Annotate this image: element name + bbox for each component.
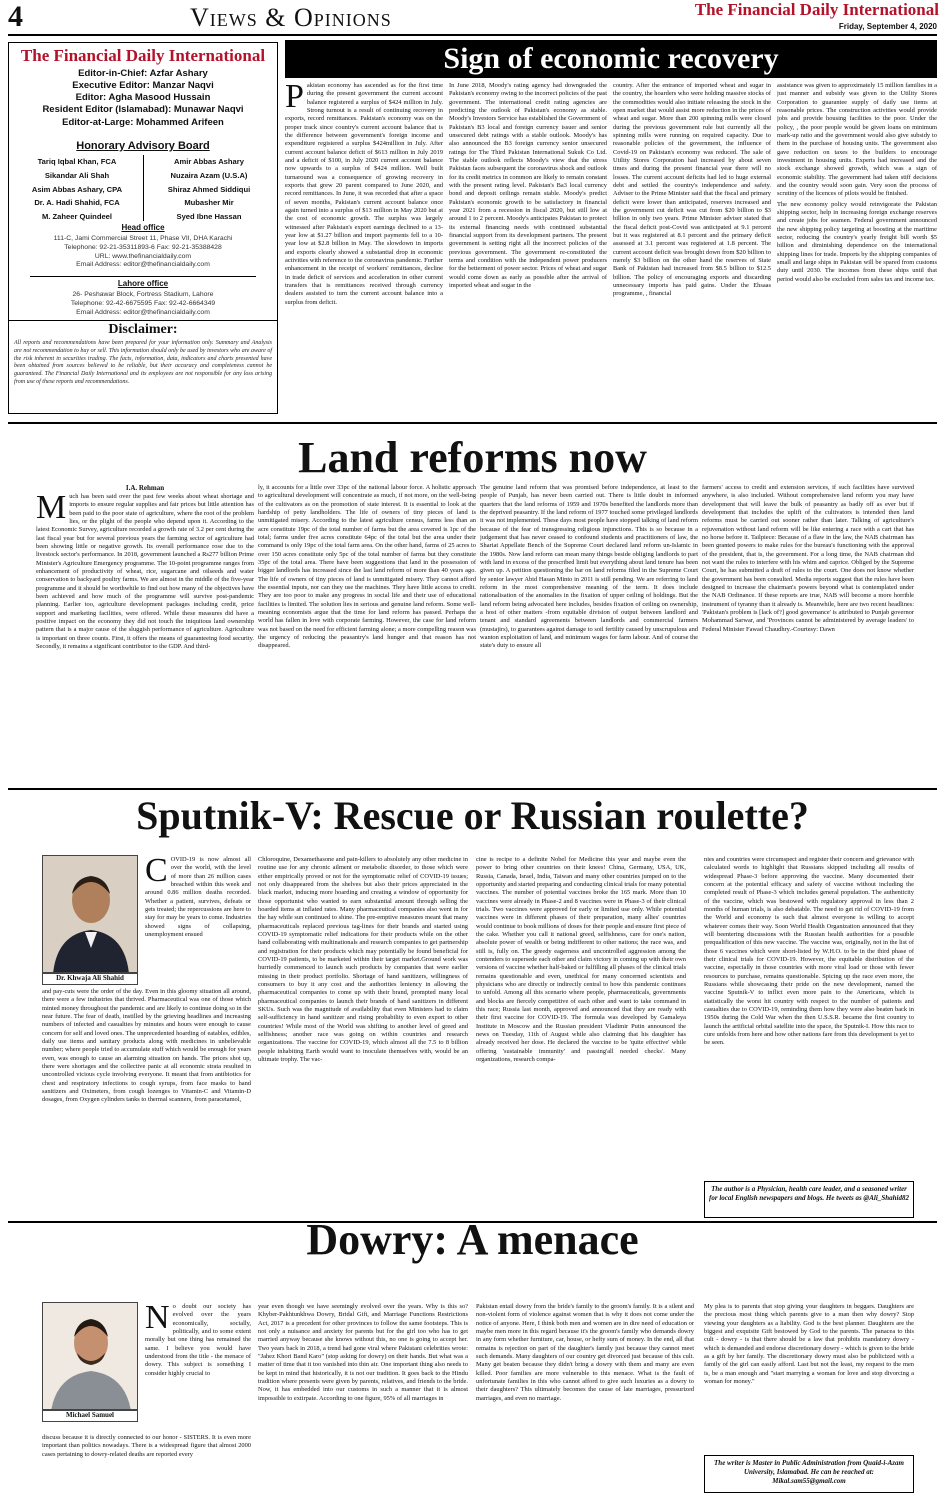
economic-column-3: country. After the entrance of imported wheat and sugar in the country, the hoarders who were holding massive stocks of the commodities would also initiate releasing the stock in the open market that would assist more reduction in the prices of wheat and sugar. More than 200 spinning mills were closed during the previous government rule but currently all the spinning mills were running on required capacity. Due to reasonable policies of the government, the influence of Covid-19 on Pakistan's economy was reduced. The sale of Utility Stores Corporation had increased by about seven times and during the present financial year there will no losses. The current account deficits had led to huge external debt and settled the country's independence and safety. Adviser to the Prime Minister said that the fiscal and primary deficit were lower than anticipated, reserves increased and the government cut deficit was cut from $20 billion to $3 billion in only two years. Prime Minister adviser stated that the fiscal deficit post-Covid was anticipated at 9.1 percent but it was registered at 8.1 percent and the primary deficit assessed at 3.1 percent was registered at 1.8 percent. The current account deficit was brought down from $20 billion to merely $3 billion on the other hand the reserves of State Bank of Pakistan had increased from $8.5 billion to $12.5 billion. The policy of encouraging exports and discarding unnecessary imports has paid gains. Under the Ehsaas programme, , financial: [613, 82, 771, 298]
disclaimer-divider: [8, 320, 278, 321]
drop-cap: P: [285, 82, 304, 115]
article-text: assistance was given to approximately 15 million families in a just manner and subsidy was given to the Utility Stores Corporation to guarantee supply of daily use items at reasonable prices. The construction activities would provide jobs and provide housing facilities to the poor. Under the policy, , the poor people would be given loans on minimum mark-up ratio and the government would also give subsidy to them in the purchase of housing units. The government also gave reduction on taxes to the builders to encourage investment in housing units. Experts had increased and the stock exchange showed growth, which was a sign of economic stability. The government had taken stiff decisions and the country would soon gain. Very soon the process of scrutiny of the licences of pilots would be finished.: [777, 82, 937, 198]
section-rule: [8, 422, 937, 424]
address-line: 26- Peshawar Block, Fortress Stadium, Lahore: [72, 291, 214, 298]
sputnik-column-3: cine is recipe to a definite Nobel for Medicine this year and maybe even the power to bring other countries on their knees! China, Germany, USA, UK, Russia, Canada, Israel, India, Taiwan and many other countries jumped on to the opportunity and started preparing and conducting clinical trials for many potential vaccines. The number of potential vaccines broke the 165 mark. More than 10 vaccines were already in Phase-2 and 8 vaccines were in Phase-3 of their clinical trials. Two vaccines were approved for early or limited use only. While potential vaccines were in different phases of their preparation, many allies' countries would continue to book millions of doses for their people and ensure first piece of the cake. Whether you call it national greed, selfishness, care for one's nation, absolute power of wealth or being indifferent to other nations; the race was, and still is, fully on. The greedy eagerness and uncontrolled aggression among the contenders to supersede each other and claim victory in coming up with their own versions of vaccine whether half-baked or fulfilling all phases of the clinical trials remains questionable and even, unethical for many concerned scientists and physicians who are directly or indirectly central to how this pandemic continues to unfold. Among all this scenario where people, pharmaceuticals, governments and blocks are fiercely competitive of each other and want to take command in this race; Russia last month, approved and announced that they are ready with their first vaccine for COVID-19. The formula was developed by Gamaleya Institute in Moscow and the Russian president Vladimir Putin announced the news on Tuesday, 11th of August while also claiming that his daughter has already received her dose. He declared the vaccine to be 'quite effective' while offering 'sustainable immunity' and passing'all needed checks'. Many organizations, research compa-: [476, 856, 686, 1063]
lahore-office-details: [12, 291, 274, 317]
article-text: uch has been said over the past few weeks about wheat shortage and imports to ensure regular supplies and fair prices but little attention has been paid to the poor state of agriculture, where the root of the problem lies, or the plight of the people who depend upon it. According to the latest Economic Survey, agriculture recorded a growth rate of 3.2 per cent during the last fiscal year but for several previous years the farming sector of agriculture had been showing little or negative growth. Its overall performance rose due to the livestock sector's performance. In 2018, government launched a Rs277 billion Prime Minister's Agriculture Emergency programme. The 10-point programme ranges from enhancement of productivity of wheat, rice, sugarcane and oilseeds and water conservation to backyard poultry farms. We are almost in the middle of the five-year programme and it should be worthwhile to find out how many of the objectives have been achieved and how much of the programme will survive post-pandemic planning. Earlier too, agriculture development packages including credit, price support and marketing facilities, were offered. While these measures did have a positive impact on the economy they did not touch the iniquitous land ownership pattern that is a major cause of the sluggish performance of agriculture. Agriculture is important on three counts. First, it offers the means of guaranteeing food security. Secondly, it remains a significant contributor to the GDP. And third-: [36, 493, 254, 650]
disclaimer-text: All reports and recommendations have been prepared for your information only. Summary and Analysis are not recommendation to buy or sell. This information should only be used by investors who are aware of the risk inherent in securities trading. The facts, information, data, indicators and charts presented have been obtained from sources believed to be reliable, but their accuracy and completeness cannot be guaranteed. The Financial Daily International and its employees are not responsible for any loss arising from use of these reports and recommendations.: [14, 340, 272, 385]
editorial-staff: [12, 68, 274, 129]
staff-line: Editor-at-Large: Mohammed Arifeen: [62, 116, 224, 128]
masthead-title: The Financial Daily International: [694, 0, 939, 19]
issue-date: Friday, September 4, 2020: [838, 22, 937, 31]
staff-line: Executive Editor: Manzar Naqvi: [72, 80, 214, 92]
sputnik-column-2: Chloroquine, Dexamethasone and pain-killers to absolutely any other medicine in routine use for any chronic ailment or metabolic disorder, to those which were either empirically proved or not for the symptomatic relief of COVID-19 issues; not only disappeared from the shelves but also their prices appreciated in the black market, inducing more hoarding and creating a window of opportunity for those opportunist who wanted to earn substantial amount through selling the hoarded items at inflated rates. Many pharmaceutical companies also went in for the hay while sun continued to shine. The pre-emptive measures meant that many pharmaceuticals replaced previous tag-lines for their brands and started using COVID-19 symptomatic relief indications for their products while on the other hand collaborating with multinationals and research companies to get partnership and registration for their products which may potentially be found beneficial for COVID-19 patients, to be marketed within their target market.Ground work was hurriedly commenced to launch such products by companies that were earlier missing in their product portfolio. Shortage of hand sanitizers, willingness of consumers to buy it any cost and the authorities leniency in allowing the pharmaceutical companies to come up with their brand, prompted many local pharmaceutical companies to launch their brands of hand sanitizers in different SKUs. Such was the magnitude of availability that even Ministers had to claim self-sufficiency in hand sanitizer and rising probability to even export to other countries! While most of the World was shifting to another level of greed and selfishness; another race was going on within countries and research organizations. The vaccine for COVID-19, which almost all the 7.5 to 8 billion people inhabiting Earth would want to inoculate themselves with, would be an ultimate trophy. The vac-: [258, 856, 468, 1063]
lahore-office-title: Lahore office: [117, 279, 169, 288]
photo-caption: Dr. Khwaja Ali Shahid: [42, 973, 138, 985]
disclaimer-title: Disclaimer:: [108, 322, 178, 337]
advisory-board-title: Honorary Advisory Board: [76, 140, 210, 152]
board-member: Mubasher Mir: [184, 198, 234, 208]
staff-line: Editor-in-Chief: Azfar Ashary: [78, 68, 208, 79]
author-byline: I.A. Rehman: [125, 484, 165, 492]
board-member: Shiraz Ahmed Siddiqui: [167, 184, 251, 194]
board-member: Amir Abbas Ashary: [174, 157, 244, 166]
section-title: Views & Opinions: [190, 3, 392, 32]
board-member: Asim Abbas Ashary, CPA: [31, 184, 123, 194]
board-member: Dr. A. Hadi Shahid, FCA: [34, 198, 120, 208]
url-line: URL: www.thefinancialdaily.com: [94, 252, 192, 260]
dowry-column-1-top: [145, 1303, 251, 1433]
address-line: 111-C, Jami Commercial Street 11, Phase VII, DHA Karachi: [53, 235, 233, 242]
article-text: OVID-19 is now almost all over the world, with the level of more than 26 million cases breached within this week and around 0.86 million deaths recorded. Whether a patient, survives, defeats or gets treated; the repercussions are here to stay for may be years to come. Industries showed signs of collapsing, unemployment ensued: [145, 856, 251, 938]
email-line: Email Address: editor@thefinancialdaily.com: [76, 308, 210, 316]
economic-column-1: [285, 82, 443, 416]
author-photo: [42, 1302, 138, 1410]
dowry-column-2: year even though we have seemingly evolved over the years. Why is this so? Khyber-Pakhtunkhwa Dowry, Bridal Gift, and Marriage Functions Restrictions Act, 2017 is a precedent for other provinces to follow the same footsteps. This is not only a nuisance and anxiety for parents but for the girl too who has to get married anyway because she knows without this, no one is going to accept her. Two years back in 2018, a trend had gone viral where Pakistani celebrities wrote: "Jahez Khori Band Karo" (stop asking for dowry) on their hands. But what was a matter of time that it too vanished into thin air. One important thing also needs to be kept in mind that historically, it is not our tradition. It goes back to the Hindu tradition where presents were given by parents, relatives, and friends to the bride. Now, it has embedded into our customs in such a manner that it is almost impossible to extirpate. According to one figure, 95% of all marriages in: [258, 1303, 468, 1402]
board-member: Syed Ibne Hassan: [176, 212, 242, 222]
board-member: Sikandar Ali Shah: [44, 170, 110, 180]
land-column-4: farmers' access to credit and extension services, if such facilities have survived anywhere, is also included. Without comprehensive land reform you may have development that will leave the bulk of peasantry as badly off as ever but if development that includes the uplift of the cultivators is intended then land reforms must be carried out sooner rather than later. Talking of agriculture's rejuvenation without land reform will be like entering a race with a cart that has no horse before it. Tailpiece: Because of a flaw in the law, the NAB chairman has been granted powers to make rules for the bureau's functioning with the approval of the president, that is, the government. For a long time, the NAB chairman did not want the rules to interfere with his whim and caprice. Obliged by the Supreme Court, he has submitted a draft of rules to the court. One does not know whether the government has been consulted. Media reports suggest that the rules have been designed to increase the chairman's powers beyond what is contemplated under the NAB Ordinance. If these reports are true, NAB will become a more horrible instrument of tyranny than it already is. Meanwhile, here are two recent headlines: 'Pakistan's problem is [lack of?] good governance' is attributed to Punjab governor Mohammad Sarwar, and 'Provinces cannot be administered by average leaders' to Federal Minister Fawad Chaudhry.-Courtesy: Dawn: [702, 484, 914, 633]
author-portrait-icon: [43, 856, 138, 973]
land-headline: Land reforms now: [298, 433, 647, 482]
author-note: The author is a Physician, health care leader, and a seasoned writer for local English newspapers and blogs. He tweets as @Ali_Shahid82: [704, 1181, 914, 1218]
dowry-headline: Dowry: A menace: [306, 1215, 639, 1264]
article-text: akistan economy has ascended as for the first time during the present government the current account balance registered a surplus of $424 million in July. Strong turnout is a result of continuing recovery in exports, record remittances. Pakistan's economy was on the proper track since country's current account balance that is the difference between government's foreign income and expenditure registered a surplus $424million in July. After current account balance deficit of $613 million in July 2019 and a deficit of $100, in July 2020 current account balance now upwards to a surplus of $424 million. Well built turnaround was a consequence of growing recovery in exports that grew 20 parent compared to June 2020, and record remittances. In June, it was recorded that after a space of seven months, Pakistan's current account balance once again turned into a surplus of $13 million in May 2020 but at the cost of economic growth. The surplus was largely witnessed after Pakistan's export earnings declined to a 13-year low at $1.27 billion and import payments fell to a 10-year low at $2.8 billion in May. The slowdown in imports and exports clearly showed a substantial drop in economic activities with reference to the coronavirus pandemic. Further enhancement in the receipt of workers' remittances, decline in trade deficit of services and acceleration in other current transfers that is remittances received through currency dealers assisted to turn the current account balance into a surplus from deficit.: [285, 82, 443, 306]
economic-column-2: In June 2018, Moody's rating agency had downgraded the Pakistan's economy owing to the incorrect policies of the past government. The international credit rating agencies are predicting the outlook of Pakistan's economy as stable. Moody's Investors Service has established the Government of Pakistan's B3 local and foreign currency issuer and senior unsecured debt ratings with a stable outlook. Moody's has also announced the B3 foreign currency senior unsecured ratings for The Third Pakistan International Sukuk Co Ltd. The stable outlook reflects Moody's view that the stress Pakistan faces subsequent the coronavirus shock and outlook for its credit metrics in common are likely to remain constant with the present rating level. Pakistan's Ba3 local currency bond and deposit ceilings remain stable. Moody's predict Pakistan's economic growth to be satisfactory in financial year 2021 from a recession in fiscal 2020, but still low at around 1 to 2 percent. Moody's anticipates Pakistan to protect its external financing needs with continued substantial financial support from its development partners. The present government is setting right all the incorrect policies of the previous government. The government re-constituted the terms and condition with the independent power producers for the betterment of power sector. Prices of wheat and sugar would come down as early as possible after the arrival of imported wheat and sugar in the: [449, 82, 607, 289]
advisory-board-left: [12, 155, 142, 224]
staff-line: Resident Editor (Islamabad): Munawar Naqvi: [42, 104, 244, 116]
dowry-column-3: Pakistan entail dowry from the bride's family to the groom's family. It is a silent and non-violent form of violence against women that is why it does not come under the notice of anyone. Here, I think both men and women are in dire need of education or maybe men more in this regard because it's the groom's family who demands dowry in any form whether furniture, car, house, or hefty sum of money. In the end, all that remains is rejection on part of the daughter's family just because they cannot meet such demands. Many daughters of our country get divorced just because of this cult. Many get beaten because they didn't bring a dowry with them and many are even killed. Poor families are more vulnerable to this menace. What is the fault of unfortunate families in this who cannot afford to give such luxuries as a dowry to their daughters? This ultimately becomes the cause of late marriages, pressurized marriages, and even no marriage.: [476, 1303, 694, 1402]
page-number: 4: [8, 0, 23, 33]
board-member: M. Zaheer Quindeel: [41, 212, 113, 222]
land-column-1: [36, 484, 254, 784]
drop-cap: M: [36, 489, 67, 527]
phone-line: Telephone: 92-42-6675595 Fax: 92-42-6664349: [70, 299, 216, 307]
sputnik-headline: Sputnik-V: Rescue or Russian roulette?: [136, 793, 809, 838]
email-line: Email Address: editor@thefinancialdaily.com: [76, 261, 210, 269]
author-note: The writer is Master in Public Administration from Quaid-i-Azam University, Islamabad. He can be reached at: Mikal.sam55@gmail.com: [704, 1455, 914, 1493]
board-member: Tariq Iqbal Khan, FCA: [37, 157, 117, 166]
author-photo: [42, 855, 138, 973]
board-divider: [143, 155, 144, 221]
economic-headline: Sign of economic recovery: [285, 40, 937, 78]
article-text: The new economy policy would reinvigorate the Pakistan shipping sector, help in increasing foreign exchange reserves and create jobs for seamen. Federal government announced the new shipping policy targeting at boosting at the maritime sector, reducing the country's yearly freight bill worth $5 billion and diminishing dependence on the international shipping lines for trade. Imports by the shipping companies of small and large ships in Pakistan will be spared from customs duty until 2030. The incomes from these ships until that period would also be excluded from sales tax and income tax.: [777, 200, 937, 283]
dowry-column-1: discuss because it is directly connected to our honor - SISTERS. It is even more important than politics nowadays. There is a widespread figure that almost 2000 cases pertaining to dowry-related deaths are reported every: [42, 1434, 251, 1458]
board-member: Nuzaira Azam (U.S.A): [170, 170, 248, 180]
photo-caption: Michael Samuel: [42, 1410, 138, 1422]
advisory-board-right: [144, 155, 274, 224]
sputnik-column-4: nies and countries were circumspect and register their concern and grievance with calculated words to highlight that Russians skipped including all results of widespread Phase-3 before approving the vaccine. Many documented their concern at the potential efficacy and safety of vaccine without including the completed result of Phase-3 which includes general population. The authenticity of the vaccine, which was bestowed with regulatory approval in less than 2 months of human trials, is also debatable. The need to get rid of COVID-19 from the World and economy is such that almost everyone is willing to accept whatever comes their way. Soon World Health Organization announced that they will beentering discussions with the Russian health authorities for a possible prequalification of this new vaccine. The vaccine was, originally, not in the list of those 6 vaccines which were short-listed by W.H.O. to be in the third phase of their clinical trials for COVID-19. However, the equitable distribution of the vaccine, especially in those countries with more viral load or those with fewer resources to purchase, remains questionable. Spicing up the race even more, the Russians while showcasing their pride on the new development, named the vaccine Sputnik-V to inflict even more pain to the Americans, which is statistically the worst hit country with respect to the number of patients and casualties due to COVID-19, reminding them how they were also beaten back in 1950s during the Cold War when the then U.S.S.R. became the first country to launch the artificial orbital satellite into the space, the Sputnik-I. How this race to cure unfolds from here and how other nations fare from this development is yet to be seen.: [704, 856, 914, 1047]
office-divider: [30, 276, 256, 277]
header-rule: [8, 34, 937, 36]
drop-cap: C: [145, 856, 168, 889]
phone-line: Telephone: 92-21-35311893-6 Fax: 92-21-35388428: [64, 243, 222, 251]
sputnik-column-1: and pay-cuts were the order of the day. Even in this gloomy situation all around, there were a few industries that thrived. Pharmaceutical was one of those which minted money throughout the pandemic and are likely to continue doing so in the near future. The fear of death, instilled by the grieving headlines and increasing numbers of infected and casualties by minutes and hours were enough to cause concern for self and loved ones. The unprecedented hoarding of eatables, edibles, daily use items and sanitary products along with medicines in unbelievable number; where people tried to accumulate stuff which would be enough for years even, was enough to cause an alarming situation on hands. The prices shot up, there were shortages and the collective panic at all economic strata resulted in uncontrolled vicious cycle involving everyone. It meant that from antibiotics for chest and respiratory infections to cough syrups, from face masks to hand sanitizers and Oximeters, from cough lozenges to Vitamin-C and Vitamin-D dosages, from Oxygen cylinders tanks to thermal scanners, from paracetamol,: [42, 988, 251, 1104]
staff-line: Editor: Agha Masood Hussain: [75, 92, 211, 104]
article-text: o doubt our society has evolved over the years economically, socially, politically, and to some extent morally but one thing has remained the same. I believe you would have understood from the title - the menace of dowry. This subject is something I consider highly crucial to: [145, 1303, 251, 1377]
masthead-box-title: The Financial Daily International: [20, 46, 266, 65]
section-rule: [8, 788, 937, 790]
author-portrait-icon: [43, 1303, 138, 1410]
land-column-3: The genuine land reform that was promised before independence, at least to the people of Punjab, has never been carried out. There is little doubt in informed quarters that the land reforms of 1959 and 1970s benefited the landlords more than the deprived peasantry. If the land reform of 1977 touched some privileged landlords it was not implemented. These days most people have stopped talking of land reform because of the fear of transgressing religious injunctions. This is so because in a judgement that has never ceased to confound students and practitioners of law, the Shariat Appellate Bench of the Supreme Court declared land reform un-Islamic in the 1980s. Now land reform can mean many things beside obliging landlords to part with land in excess of the prescribed limit but everything about land tenure has been given up. A petition questioning the bar on land reforms filed in the Supreme Court by senior lawyer Abid Hasan Minto in 2011 is still pending. We are referring to land reform in the most comprehensive meaning of the term. It does include rationalisation of the anomalies in the fixation of upper ceiling of holdings. But the land reform being advocated here includes, besides fixation of ceiling on ownership, a host of other matters -from equitable division of output between landlord and tenant and standard agreements between landlords and commercial farmers (mustajirs), to guarantees against damage to soil fertility caused by unscrupulous and wanton exploitation of land, and minimum wages for farm labour. And of course the state's duty to ensure all: [480, 484, 698, 650]
land-column-2: ly, it accounts for a little over 33pc of the national labour force. A holistic approach to agricultural development will concentrate as much, if not more, on the well-being of the cultivators as on the promotion of state interest. It is essential to look at the hardship of petty landholders. The life of owners of tiny pieces of land is unmitigated misery. According to the latest agriculture census, farms less than an acre constitute 19pc of the total number of farms but the area covered is 1pc of the total; farms under five acres constitute 64pc of the total but the area under their command is only 19pc of the total farm area. On the other hand, farms of 25 acres to over 150 acres constitute only 5pc of the total number of farms but they constitute 35pc of the total area. There have been suggestions that land in the possession of bigger landlords has increased since the last land reform of more than 40 years ago. The life of owners of tiny pieces of land is unmitigated misery. They cannot afford the essential inputs, nor can they use the machines. They have little access to credit. They are too poor to make any progress in social life and their use of educational facilities is limited. The solution lies in serious and genuine land reform. Some well-meaning economists argue that the time for land reform has passed. Perhaps the world has fallen in love with corporate farming. However, the case for land reform was not based on the need for efficient farming alone; a more compelling reason was the urgency of reducing the peasantry's land hunger and that reason has not disappeared.: [258, 484, 476, 650]
drop-cap: N: [145, 1303, 170, 1336]
dowry-column-4: My plea is to parents that stop giving your daughters in beggars. Daughters are the precious most thing which parents give to a man then why dowry? Stop viewing your daughters as a liability. God is the best planner. Daughters are the biggest and exquisite Gift bestowed by God to the parents. The panacea to this cult - dowry - is that there should be a law that prohibits mandatory dowry - which is demanded and endorse discretionary dowry - which is given to the bride as a gift by her family. The discretionary dowry must also be publicized with a family of the girl can easily afford. Last but not the least, my request to the men is, be a man enough and "start marrying a woman for love and stop divorcing a woman for money.": [704, 1303, 914, 1385]
head-office-title: Head office: [121, 223, 165, 232]
economic-column-4: [777, 82, 937, 416]
head-office-details: [12, 235, 274, 270]
sputnik-column-1-top: [145, 856, 251, 986]
